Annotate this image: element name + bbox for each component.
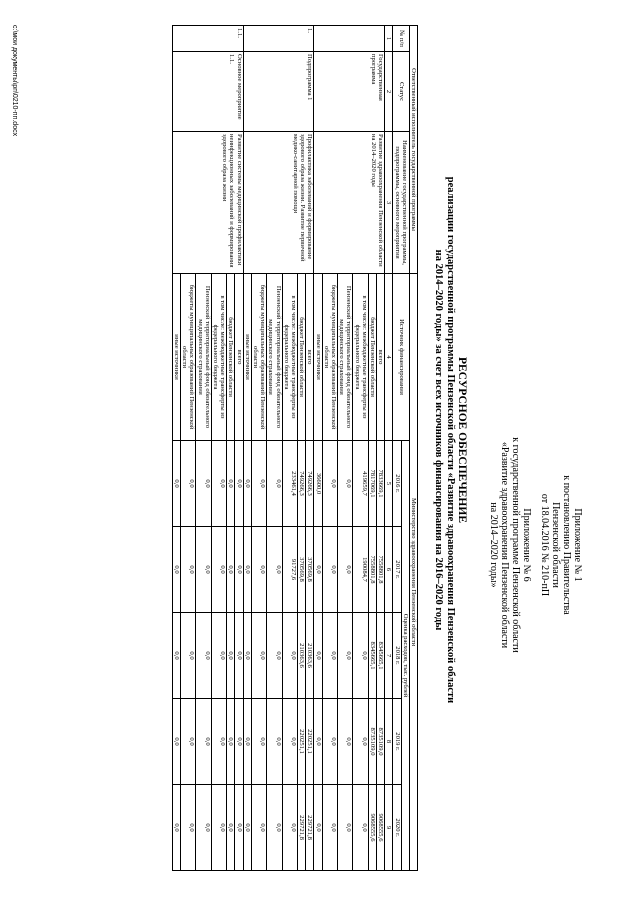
source-cell: бюджет Пензенской области bbox=[368, 274, 376, 441]
header-line: от 18.04.2016 № 210-пП bbox=[539, 493, 550, 597]
header-line: «Развитие здравоохранения Пензенской области bbox=[499, 441, 510, 649]
header-line: Пензенской области bbox=[550, 502, 561, 588]
column-number: 3 bbox=[385, 132, 393, 274]
value-cell: 0,0 bbox=[180, 441, 195, 527]
value-cell: 0,0 bbox=[227, 613, 235, 699]
row-number: 1.1. bbox=[172, 26, 243, 52]
value-cell: 0,0 bbox=[282, 613, 297, 699]
value-cell: 0,0 bbox=[172, 699, 180, 785]
value-cell: 7558801,8 bbox=[376, 527, 384, 613]
value-cell: 0,0 bbox=[322, 699, 337, 785]
source-cell: Пензенский территориальный фонд обязательного медицинского страхования bbox=[337, 274, 352, 441]
value-cell: 0,0 bbox=[282, 785, 297, 871]
col-no-header: № п/п bbox=[393, 26, 409, 52]
value-cell: 0,0 bbox=[227, 785, 235, 871]
value-cell: 0,0 bbox=[314, 527, 322, 613]
estimate-header: Оценка расходов, тыс. рублей bbox=[401, 441, 409, 871]
value-cell: 370569,8 bbox=[306, 527, 314, 613]
value-cell: 91727,6 bbox=[282, 527, 297, 613]
value-cell: 419659,7 bbox=[353, 441, 368, 527]
value-cell: 0,0 bbox=[196, 527, 211, 613]
value-cell: 0,0 bbox=[172, 785, 180, 871]
value-cell: 233461,4 bbox=[282, 441, 297, 527]
value-cell: 0,0 bbox=[267, 699, 282, 785]
value-cell: 0,0 bbox=[243, 613, 251, 699]
row-name: Развитие здравоохранения Пензенской области на 2014–2020 годы bbox=[314, 132, 385, 274]
value-cell: 0,0 bbox=[353, 785, 368, 871]
column-number: 2 bbox=[385, 52, 393, 132]
source-cell: Пензенский территориальный фонд обязательного медицинского страхования bbox=[196, 274, 211, 441]
value-cell: 0,0 bbox=[353, 699, 368, 785]
row-status: Основное мероприятие 1.1. bbox=[172, 52, 243, 132]
value-cell: 0,0 bbox=[267, 613, 282, 699]
value-cell: 0,0 bbox=[235, 699, 243, 785]
value-cell: 0,0 bbox=[235, 527, 243, 613]
value-cell: 0,0 bbox=[180, 785, 195, 871]
value-cell: 8345665,1 bbox=[368, 613, 376, 699]
value-cell: 0,0 bbox=[314, 613, 322, 699]
col-source-header: Источник финансирования bbox=[393, 274, 409, 441]
value-cell: 8735109,0 bbox=[368, 699, 376, 785]
value-cell: 36600,0 bbox=[314, 441, 322, 527]
source-cell: иные источники bbox=[243, 274, 251, 441]
value-cell: 0,0 bbox=[337, 699, 352, 785]
header-row-1 bbox=[401, 26, 409, 871]
table-row bbox=[306, 26, 314, 871]
value-cell: 210363,6 bbox=[297, 613, 305, 699]
value-cell: 0,0 bbox=[267, 441, 282, 527]
value-cell: 0,0 bbox=[172, 527, 180, 613]
table-row bbox=[235, 26, 243, 871]
value-cell: 0,0 bbox=[243, 785, 251, 871]
value-cell: 749266,3 bbox=[306, 441, 314, 527]
column-number-row bbox=[385, 26, 393, 871]
value-cell: 229721,8 bbox=[297, 785, 305, 871]
column-number: 8 bbox=[385, 699, 393, 785]
source-cell: всего bbox=[235, 274, 243, 441]
value-cell: 0,0 bbox=[211, 785, 226, 871]
source-cell: в том числе: межбюджетные трансферты из федерального бюджета bbox=[211, 274, 226, 441]
source-cell: в том числе: межбюджетные трансферты из федерального бюджета bbox=[282, 274, 297, 441]
value-cell: 0,0 bbox=[180, 527, 195, 613]
document-title bbox=[432, 110, 468, 770]
value-cell: 0,0 bbox=[196, 699, 211, 785]
value-cell: 0,0 bbox=[251, 527, 266, 613]
value-cell: 0,0 bbox=[337, 441, 352, 527]
row-name: Профилактика заболеваний и формирование здорового образа жизни. Развитие первичной медико-санитарной помощи bbox=[243, 132, 314, 274]
value-cell: 0,0 bbox=[322, 441, 337, 527]
value-cell: 0,0 bbox=[227, 699, 235, 785]
value-cell: 0,0 bbox=[180, 613, 195, 699]
source-cell: Пензенский территориальный фонд обязательного медицинского страхования bbox=[267, 274, 282, 441]
value-cell: 0,0 bbox=[322, 527, 337, 613]
file-path-footer: c:\мои документы\рп\0210-пп.docx bbox=[11, 25, 18, 137]
value-cell: 0,0 bbox=[172, 441, 180, 527]
value-cell: 0,0 bbox=[227, 441, 235, 527]
source-cell: бюджеты муниципальных образований Пензенской области bbox=[251, 274, 266, 441]
value-cell: 0,0 bbox=[235, 441, 243, 527]
value-cell: 0,0 bbox=[243, 699, 251, 785]
value-cell: 0,0 bbox=[211, 613, 226, 699]
row-status: Государственная программа bbox=[314, 52, 385, 132]
source-cell: бюджет Пензенской области bbox=[297, 274, 305, 441]
value-cell: 0,0 bbox=[227, 527, 235, 613]
year-header: 2017 г. bbox=[393, 527, 401, 613]
row-name: Развитие системы медицинской профилактики неинфекционных заболеваний и формирования здорового образа жизни bbox=[172, 132, 243, 274]
value-cell: 0,0 bbox=[211, 527, 226, 613]
column-number: 6 bbox=[385, 527, 393, 613]
row-number: 1. bbox=[243, 26, 314, 52]
source-cell: всего bbox=[376, 274, 384, 441]
value-cell: 0,0 bbox=[172, 613, 180, 699]
resource-table bbox=[172, 25, 418, 871]
source-cell: бюджеты муниципальных образований Пензенской области bbox=[322, 274, 337, 441]
value-cell: 8345665,1 bbox=[376, 613, 384, 699]
col-name-header: Наименование государственной программы, подпрограммы, основного мероприятия bbox=[393, 132, 409, 274]
value-cell: 220251,1 bbox=[297, 699, 305, 785]
value-cell: 229721,8 bbox=[306, 785, 314, 871]
value-cell: 0,0 bbox=[251, 613, 266, 699]
resp-row bbox=[409, 26, 417, 871]
header-line: к государственной программе Пензенской области bbox=[510, 437, 521, 653]
value-cell: 0,0 bbox=[211, 441, 226, 527]
header-line: к постановлению Правительства bbox=[561, 475, 572, 615]
value-cell: 0,0 bbox=[267, 527, 282, 613]
value-cell: 0,0 bbox=[337, 785, 352, 871]
value-cell: 7558801,8 bbox=[368, 527, 376, 613]
source-cell: в том числе: межбюджетные трансферты из федерального бюджета bbox=[353, 274, 368, 441]
value-cell: 0,0 bbox=[196, 785, 211, 871]
year-header: 2019 г. bbox=[393, 699, 401, 785]
header-line: на 2014–2020 годы» bbox=[488, 502, 499, 588]
value-cell: 0,0 bbox=[282, 699, 297, 785]
row-status: Подпрограмма 1 bbox=[243, 52, 314, 132]
source-cell: бюджеты муниципальных образований Пензенской области bbox=[180, 274, 195, 441]
value-cell: 0,0 bbox=[322, 785, 337, 871]
value-cell: 0,0 bbox=[235, 613, 243, 699]
title-sub-2: на 2014–2020 годы» за счет всех источников финансирования на 2016–2020 годы bbox=[433, 249, 444, 631]
year-header: 2020 г. bbox=[393, 785, 401, 871]
value-cell: 749266,3 bbox=[297, 441, 305, 527]
value-cell: 9068555,6 bbox=[368, 785, 376, 871]
value-cell: 0,0 bbox=[196, 613, 211, 699]
value-cell: 0,0 bbox=[337, 527, 352, 613]
resp-value: Министерство здравоохранения Пензенской области bbox=[409, 274, 417, 871]
column-number: 7 bbox=[385, 613, 393, 699]
value-cell: 0,0 bbox=[251, 441, 266, 527]
value-cell: 8735109,0 bbox=[376, 699, 384, 785]
column-number: 9 bbox=[385, 785, 393, 871]
title-sub-1: реализации государственной программы Пензенской области «Развитие здравоохранения Пензенской области bbox=[445, 176, 456, 704]
column-number: 1 bbox=[385, 26, 393, 52]
value-cell: 220251,1 bbox=[306, 699, 314, 785]
value-cell: 0,0 bbox=[337, 613, 352, 699]
source-cell: иные источники bbox=[172, 274, 180, 441]
header-line: Приложение № 1 bbox=[572, 508, 583, 582]
appendix-header-2 bbox=[488, 395, 532, 695]
value-cell: 0,0 bbox=[322, 613, 337, 699]
value-cell: 9068555,6 bbox=[376, 785, 384, 871]
source-cell: бюджет Пензенской области bbox=[227, 274, 235, 441]
value-cell: 0,0 bbox=[314, 785, 322, 871]
value-cell: 190084,7 bbox=[353, 527, 368, 613]
value-cell: 7817069,1 bbox=[368, 441, 376, 527]
value-cell: 0,0 bbox=[180, 699, 195, 785]
value-cell: 210363,6 bbox=[306, 613, 314, 699]
title-main: РЕСУРСНОЕ ОБЕСПЕЧЕНИЕ bbox=[456, 356, 468, 523]
row-number bbox=[314, 26, 385, 52]
year-header: 2018 г. bbox=[393, 613, 401, 699]
value-cell: 0,0 bbox=[243, 441, 251, 527]
table-row bbox=[376, 26, 384, 871]
resp-label: Ответственный исполнитель государственной программы bbox=[409, 26, 417, 274]
value-cell: 0,0 bbox=[314, 699, 322, 785]
value-cell: 0,0 bbox=[196, 441, 211, 527]
value-cell: 0,0 bbox=[353, 613, 368, 699]
header-line: Приложение № 6 bbox=[521, 508, 532, 582]
source-cell: иные источники bbox=[314, 274, 322, 441]
value-cell: 0,0 bbox=[211, 699, 226, 785]
value-cell: 0,0 bbox=[267, 785, 282, 871]
col-status-header: Статус bbox=[393, 52, 409, 132]
value-cell: 0,0 bbox=[251, 785, 266, 871]
column-number: 4 bbox=[385, 274, 393, 441]
value-cell: 370569,8 bbox=[297, 527, 305, 613]
value-cell: 0,0 bbox=[243, 527, 251, 613]
appendix-header-1 bbox=[539, 395, 583, 695]
value-cell: 0,0 bbox=[251, 699, 266, 785]
column-number: 5 bbox=[385, 441, 393, 527]
value-cell: 7833669,1 bbox=[376, 441, 384, 527]
year-header: 2016 г. bbox=[393, 441, 401, 527]
source-cell: всего bbox=[306, 274, 314, 441]
value-cell: 0,0 bbox=[235, 785, 243, 871]
